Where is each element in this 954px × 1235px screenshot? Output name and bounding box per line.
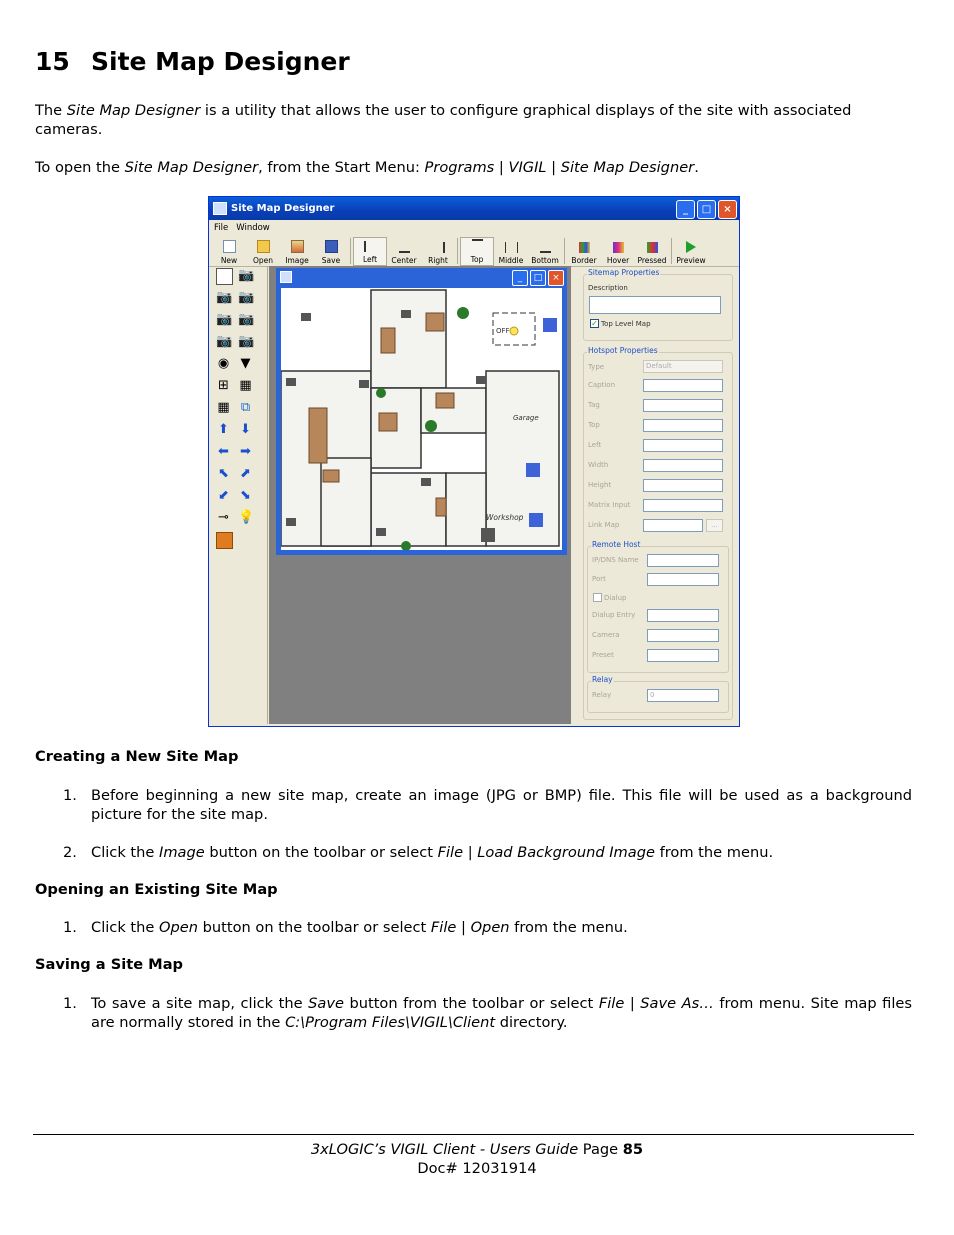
maximize-icon[interactable]: □ <box>530 270 546 286</box>
list-number: 1. <box>63 787 77 804</box>
align-center-icon <box>399 240 410 253</box>
text: Click the <box>91 919 160 936</box>
top-label: Top <box>588 421 600 429</box>
emphasis: Load Background Image <box>477 844 655 861</box>
list-item <box>63 843 912 862</box>
text: . <box>694 159 699 176</box>
list-item <box>63 918 912 937</box>
caption-label: Caption <box>588 381 616 389</box>
arrow-down-left-icon[interactable]: ⬋ <box>218 488 229 503</box>
app-icon <box>213 202 227 215</box>
camera-icon[interactable]: 📷 <box>238 334 255 349</box>
mdi-workspace <box>269 266 571 724</box>
maximize-icon[interactable]: □ <box>697 200 716 219</box>
type-select[interactable]: Default <box>643 360 723 373</box>
list-number: 1. <box>63 919 77 936</box>
list-item <box>63 786 912 824</box>
window-title: Site Map Designer <box>231 203 335 214</box>
footer-rule <box>33 1134 914 1135</box>
floppy-icon <box>325 240 338 253</box>
border-color-icon <box>579 242 590 253</box>
tag-input[interactable] <box>643 399 723 412</box>
hotspot-palette <box>211 266 268 724</box>
footer-guide-line <box>0 1141 954 1158</box>
emphasis: Site Map Designer <box>66 102 201 119</box>
text: , from the Start Menu: <box>258 159 425 176</box>
port-input[interactable] <box>647 573 719 586</box>
floor-plan-drawing <box>281 288 562 550</box>
text: directory. <box>495 1014 568 1031</box>
camera-icon[interactable]: 📷 <box>238 312 255 327</box>
text: button on the toolbar or select <box>204 844 438 861</box>
properties-panel <box>575 266 739 724</box>
arrow-right-icon[interactable]: ➡ <box>240 444 251 459</box>
minimize-icon[interactable]: _ <box>512 270 528 286</box>
sitemap-properties-title: Sitemap Properties <box>588 268 660 277</box>
heading-creating-new-site-map: Creating a New Site Map <box>35 748 239 765</box>
list-item <box>63 994 912 1032</box>
map-label-workshop: Workshop <box>486 513 524 522</box>
width-label: Width <box>588 461 609 469</box>
emphasis: Programs <box>424 159 495 176</box>
relay-title: Relay <box>592 675 613 684</box>
intro-paragraph-2 <box>35 158 912 177</box>
toolbar-separator <box>350 238 351 264</box>
camera-icon[interactable]: 📷 <box>238 268 255 283</box>
text: | <box>456 919 471 936</box>
grid-3x3-icon[interactable]: ▦ <box>239 378 252 393</box>
play-icon <box>686 241 696 253</box>
arrow-down-right-icon[interactable]: ⬊ <box>240 488 251 503</box>
matrix-input-label: Matrix Input <box>588 501 631 509</box>
menu-bar <box>209 220 739 235</box>
caption-input[interactable] <box>643 379 723 392</box>
tool-label: Center <box>391 256 417 265</box>
emphasis: Site Map Designer <box>124 159 259 176</box>
page-number: 85 <box>622 1141 644 1158</box>
light-bulb-icon[interactable]: 💡 <box>238 510 255 525</box>
arrow-up-icon[interactable]: ⬆ <box>218 422 229 437</box>
toolbar-separator <box>457 238 458 264</box>
text: | <box>546 159 561 176</box>
map-label-off: OFF <box>496 327 510 335</box>
align-right-button[interactable] <box>421 237 455 266</box>
dome-camera-icon[interactable]: ▼ <box>240 356 251 371</box>
new-button[interactable] <box>212 237 246 266</box>
tool-label: Hover <box>606 256 630 265</box>
child-window-icon <box>280 271 292 283</box>
footer-page-word: Page <box>578 1141 623 1158</box>
align-bottom-button[interactable] <box>528 237 562 266</box>
save-button[interactable] <box>314 237 348 266</box>
emphasis: File <box>598 995 625 1012</box>
tool-label: Save <box>321 256 341 265</box>
matrix-input-field[interactable] <box>643 499 723 512</box>
align-right-icon <box>432 242 445 253</box>
align-top-icon <box>472 239 483 252</box>
camera-icon[interactable]: 📷 <box>216 290 233 305</box>
pressed-button[interactable] <box>635 237 669 266</box>
description-label: Description <box>588 284 628 292</box>
window-titlebar <box>209 197 739 220</box>
remote-host-title: Remote Host <box>592 540 641 549</box>
tool-label: Right <box>428 256 448 265</box>
preset-label: Preset <box>592 651 614 659</box>
top-input[interactable] <box>643 419 723 432</box>
align-top-button[interactable] <box>460 237 494 266</box>
tool-label: Border <box>571 256 597 265</box>
tag-label: Tag <box>588 401 600 409</box>
close-icon[interactable]: × <box>718 200 737 219</box>
text: | <box>463 844 478 861</box>
emphasis: File <box>437 844 464 861</box>
menu-file[interactable]: File <box>214 222 229 233</box>
footer-guide-title: 3xLOGIC’s VIGIL Client - Users Guide <box>310 1141 579 1158</box>
preset-input[interactable] <box>647 649 719 662</box>
arrow-down-icon[interactable]: ⬇ <box>240 422 251 437</box>
hotspot-properties-title: Hotspot Properties <box>588 346 658 355</box>
image-icon <box>291 240 304 253</box>
text: | <box>494 159 509 176</box>
height-input[interactable] <box>643 479 723 492</box>
emphasis: Open <box>470 919 510 936</box>
top-level-map-checkbox[interactable]: ✓ <box>591 319 598 328</box>
text: To open the <box>35 159 125 176</box>
blank-hotspot-icon[interactable] <box>216 268 233 285</box>
dialup-checkbox[interactable] <box>593 593 602 602</box>
camera-icon[interactable]: 📷 <box>216 312 233 327</box>
grid-4x4-icon[interactable]: ▦ <box>217 400 230 415</box>
section-title: Site Map Designer <box>91 47 350 76</box>
link-map-browse-button[interactable]: ... <box>706 519 723 532</box>
border-button[interactable] <box>567 237 601 266</box>
heading-opening-existing-site-map: Opening an Existing Site Map <box>35 881 278 898</box>
section-number: 15 <box>35 47 70 76</box>
intro-paragraph-1 <box>35 101 912 139</box>
align-left-button[interactable] <box>353 237 387 266</box>
text: The <box>35 102 67 119</box>
new-file-icon <box>223 240 236 253</box>
site-map-floor-plan <box>281 288 562 550</box>
align-left-icon <box>364 241 377 252</box>
text: is a utility that allows the user to configure graphical displays of the site with associated cameras. <box>35 102 852 138</box>
text: button from the toolbar or select <box>343 995 599 1012</box>
text: from the menu. <box>509 919 628 936</box>
tool-label: Pressed <box>637 256 667 265</box>
ip-dns-label: IP/DNS Name <box>592 556 639 564</box>
toolbar-separator <box>564 238 565 264</box>
footer-doc-number: Doc# 12031914 <box>417 1160 537 1177</box>
camera-icon[interactable]: 📷 <box>216 334 233 349</box>
left-label: Left <box>588 441 602 449</box>
dome-camera-icon[interactable]: ◉ <box>217 356 230 371</box>
link-map-icon[interactable]: ⧉ <box>240 400 251 415</box>
door-icon[interactable] <box>216 532 233 549</box>
dialup-entry-input[interactable] <box>647 609 719 622</box>
image-button[interactable] <box>280 237 314 266</box>
emphasis: C:\Program Files\VIGIL\Client <box>285 1014 496 1031</box>
close-icon[interactable]: × <box>548 270 564 286</box>
link-map-label: Link Map <box>588 521 620 529</box>
relay-switch-icon[interactable]: ⊸ <box>218 510 229 525</box>
emphasis: Save <box>308 995 344 1012</box>
preview-button[interactable] <box>674 237 708 266</box>
page-title <box>35 47 350 76</box>
description-input[interactable] <box>589 296 721 314</box>
screenshot-site-map-designer <box>208 196 740 727</box>
top-level-map-label: Top Level Map <box>601 320 651 328</box>
list-number: 2. <box>63 844 77 861</box>
emphasis: Site Map Designer <box>560 159 695 176</box>
arrow-up-right-icon[interactable]: ⬈ <box>240 466 251 481</box>
heading-saving-site-map: Saving a Site Map <box>35 956 184 973</box>
emphasis: Open <box>159 919 198 936</box>
menu-window[interactable]: Window <box>236 222 270 233</box>
text: button on the toolbar or select <box>198 919 431 936</box>
relay-label: Relay <box>592 691 612 699</box>
text: Click the <box>91 844 160 861</box>
camera-input[interactable] <box>647 629 719 642</box>
left-input[interactable] <box>643 439 723 452</box>
dialup-entry-label: Dialup Entry <box>592 611 636 619</box>
hover-button[interactable] <box>601 237 635 266</box>
tool-label: Top <box>470 255 484 264</box>
tool-label: Middle <box>498 256 524 265</box>
emphasis: Image <box>159 844 205 861</box>
tool-label: Preview <box>676 256 706 265</box>
dialup-label: Dialup <box>604 594 627 602</box>
grid-2x2-icon[interactable]: ⊞ <box>218 378 229 393</box>
tool-label: Open <box>252 256 274 265</box>
toolbar-separator <box>671 238 672 264</box>
port-label: Port <box>592 575 606 583</box>
arrow-up-left-icon[interactable]: ⬉ <box>218 466 229 481</box>
open-button[interactable] <box>246 237 280 266</box>
height-label: Height <box>588 481 612 489</box>
emphasis: VIGIL <box>508 159 547 176</box>
text: from the menu. <box>654 844 774 861</box>
minimize-icon[interactable]: _ <box>676 200 695 219</box>
ip-dns-input[interactable] <box>647 554 719 567</box>
emphasis: Save As… <box>640 995 714 1012</box>
map-label-garage: Garage <box>513 414 539 422</box>
list-number: 1. <box>63 995 77 1012</box>
link-map-input[interactable] <box>643 519 703 532</box>
arrow-left-icon[interactable]: ⬅ <box>218 444 229 459</box>
tool-label: New <box>220 256 238 265</box>
align-bottom-icon <box>540 240 551 253</box>
folder-icon <box>257 240 270 253</box>
emphasis: File <box>430 919 457 936</box>
pressed-color-icon <box>647 242 658 253</box>
site-map-child-window <box>276 268 567 555</box>
tool-label: Image <box>285 256 309 265</box>
camera-icon[interactable]: 📷 <box>238 290 255 305</box>
tool-label: Left <box>362 255 378 264</box>
toolbar <box>209 235 739 267</box>
hover-color-icon <box>613 242 624 253</box>
width-input[interactable] <box>643 459 723 472</box>
align-middle-icon <box>505 242 518 253</box>
relay-input[interactable]: 0 <box>647 689 719 702</box>
text: | <box>624 995 641 1012</box>
type-label: Type <box>588 363 605 371</box>
align-center-button[interactable] <box>387 237 421 266</box>
align-middle-button[interactable] <box>494 237 528 266</box>
camera-label: Camera <box>592 631 620 639</box>
text: from menu. Site map files are normally stored in the <box>91 995 912 1031</box>
tool-label: Bottom <box>531 256 559 265</box>
text: Before beginning a new site map, create an image (JPG or BMP) file. This file will be used as a background picture for the site map. <box>91 787 912 823</box>
text: To save a site map, click the <box>91 995 309 1012</box>
